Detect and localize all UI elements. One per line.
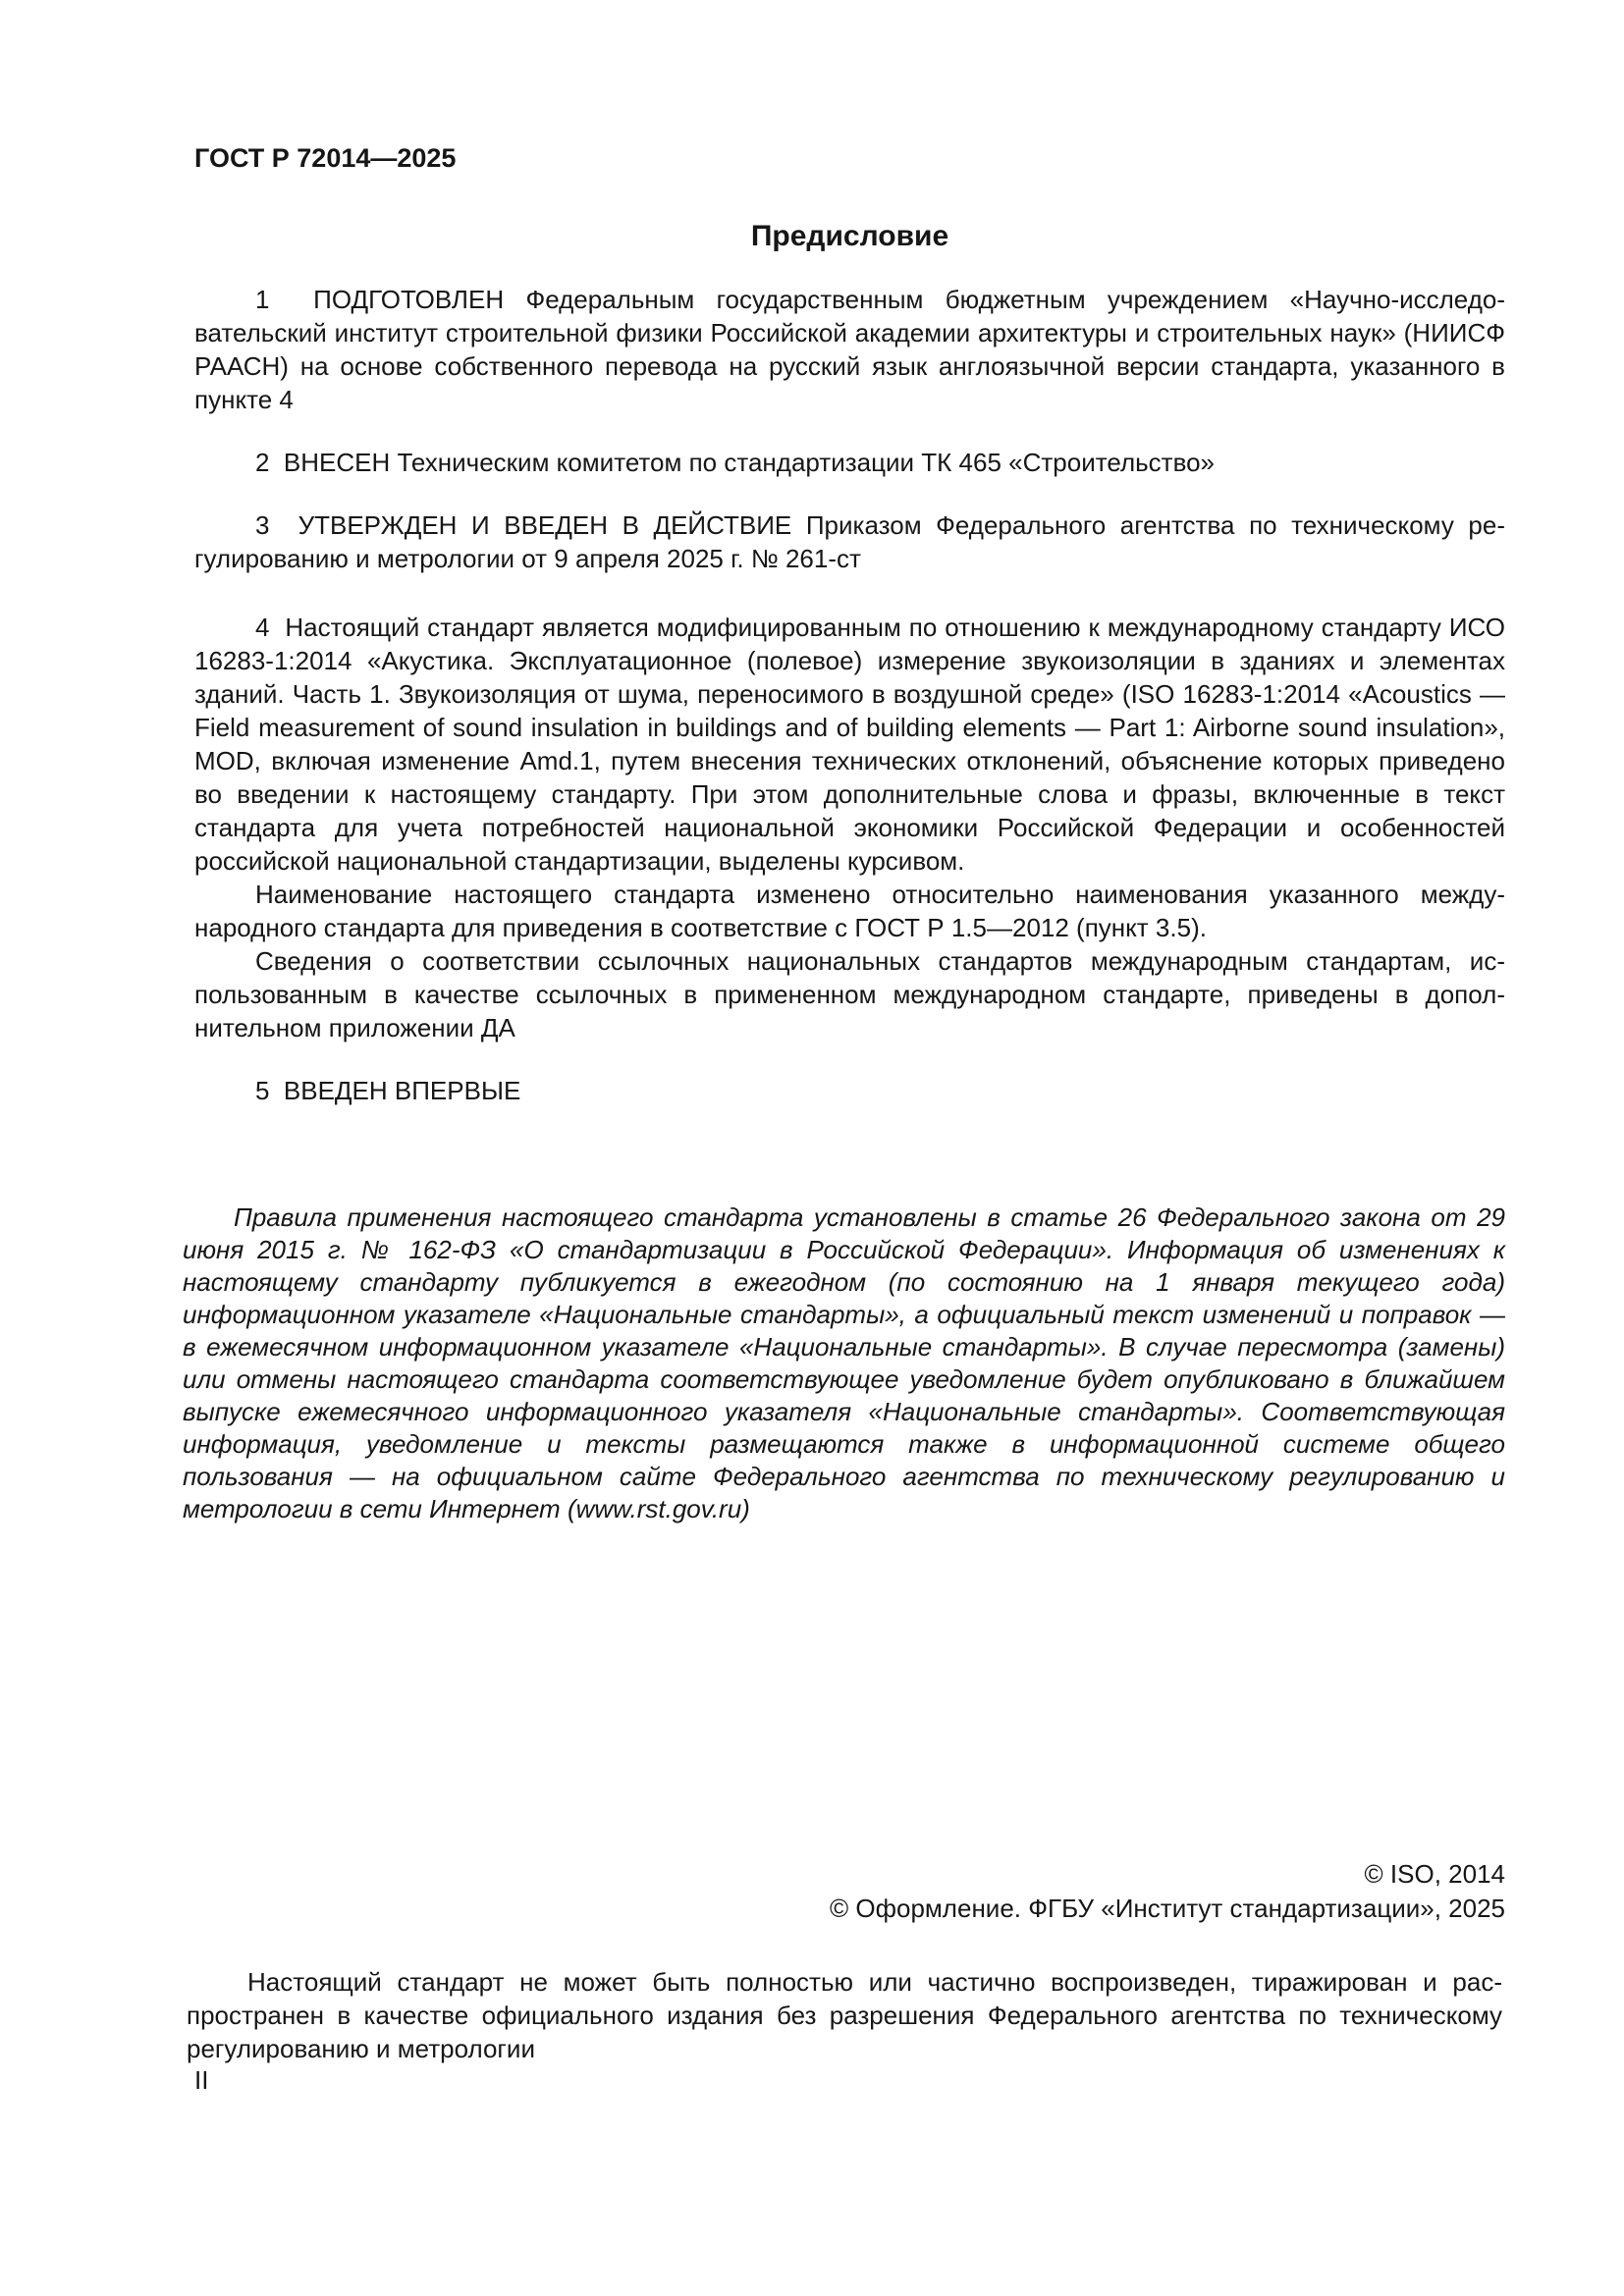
foreword-item-5: 5 ВВЕДЕН ВПЕРВЫЕ	[255, 1076, 521, 1105]
copyright-block	[194, 1857, 1505, 1926]
foreword-section	[194, 283, 1505, 1107]
document-code: ГОСТ Р 72014—2025	[194, 143, 457, 173]
copyright-design: © Оформление. ФГБУ «Институт стандартизации», 2025	[830, 1894, 1505, 1923]
section-title: Предисловие	[750, 220, 949, 252]
foreword-item-4-references-note: Сведения о соответствии ссылочных национальных стандартов международным стандартам, использованным в качестве ссылочных в примененном международном стандарте, приведены в дополнительном приложении ДА	[194, 946, 1505, 1042]
foreword-item-4-name-change: Наименование настоящего стандарта изменено относительно наименования указанного международного стандарта для приведения в соответствие с ГОСТ Р 1.5—2012 (пункт 3.5).	[194, 880, 1505, 942]
legal-application-notice: Правила применения настоящего стандарта установлены в статье 26 Федерального закона от 29 июня 2015 г. № 162-ФЗ «О стандартизации в Российской Федерации». Информация об изменениях к настоящему стандарту публикуется в ежегодном (по состоянию на 1 января текущего года) информационном указателе «Национальные стандарты», а официальный текст изменений и поправок — в ежемесячном информационном указателе «Национальные стандарты». В случае пересмотра (замены) или отмены настоящего стандарта соответствующее уведомление будет опубликовано в ближайшем выпуске ежемесячного информационного указателя «Национальные стандарты». Соответствующая информация, уведомление и тексты размещаются также в информационной системе общего пользования — на официальном сайте Федерального агентства по техническому регулированию и метрологии в сети Интернет (www.rst.gov.ru)	[183, 1202, 1505, 1523]
page-number: II	[194, 2065, 209, 2095]
foreword-item-2: 2 ВНЕСЕН Техническим комитетом по стандартизации ТК 465 «Строительство»	[255, 448, 1216, 477]
reproduction-notice: Настоящий стандарт не может быть полностью или частично воспроизведен, тиражирован и распространен в качестве официального издания без разрешения Федерального агентства по техническому регулированию и метрологии	[187, 1967, 1502, 2063]
foreword-item-4: 4 Настоящий стандарт является модифицированным по отношению к международному стандарту ИСО 16283-1:2014 «Акустика. Эксплуатационное (полевое) измерение звукоизоляции в зданиях и элементах зданий. Часть 1. Звукоизоляция от шума, переносимого в воздушной среде» (ISO 16283-1:2014 «Acoustics — Field measurement of sound insulation in buildings and of building elements — Part 1: Airborne sound insulation», MOD, включая изменение Amd.1, путем внесения технических отклонений, объяснение которых приведено во введении к настоящему стандарту. При этом дополнительные слова и фразы, включенные в текст стандарта для учета потребностей национальной экономики Российской Федерации и особенностей российской национальной стандартизации, выделены курсивом.	[194, 613, 1505, 876]
foreword-item-1: 1 ПОДГОТОВЛЕН Федеральным государственным бюджетным учреждением «Научно-исследовательский институт строительной физики Российской академии архитектуры и строительных наук» (НИИСФ РААСН) на основе собственного перевода на русский язык англоязычной версии стандарта, указанного в пункте 4	[194, 285, 1505, 414]
foreword-item-3: 3 УТВЕРЖДЕН И ВВЕДЕН В ДЕЙСТВИЕ Приказом Федерального агентства по техническому регулированию и метрологии от 9 апреля 2025 г. № 261-ст	[194, 510, 1505, 573]
copyright-iso: © ISO, 2014	[1364, 1859, 1505, 1889]
